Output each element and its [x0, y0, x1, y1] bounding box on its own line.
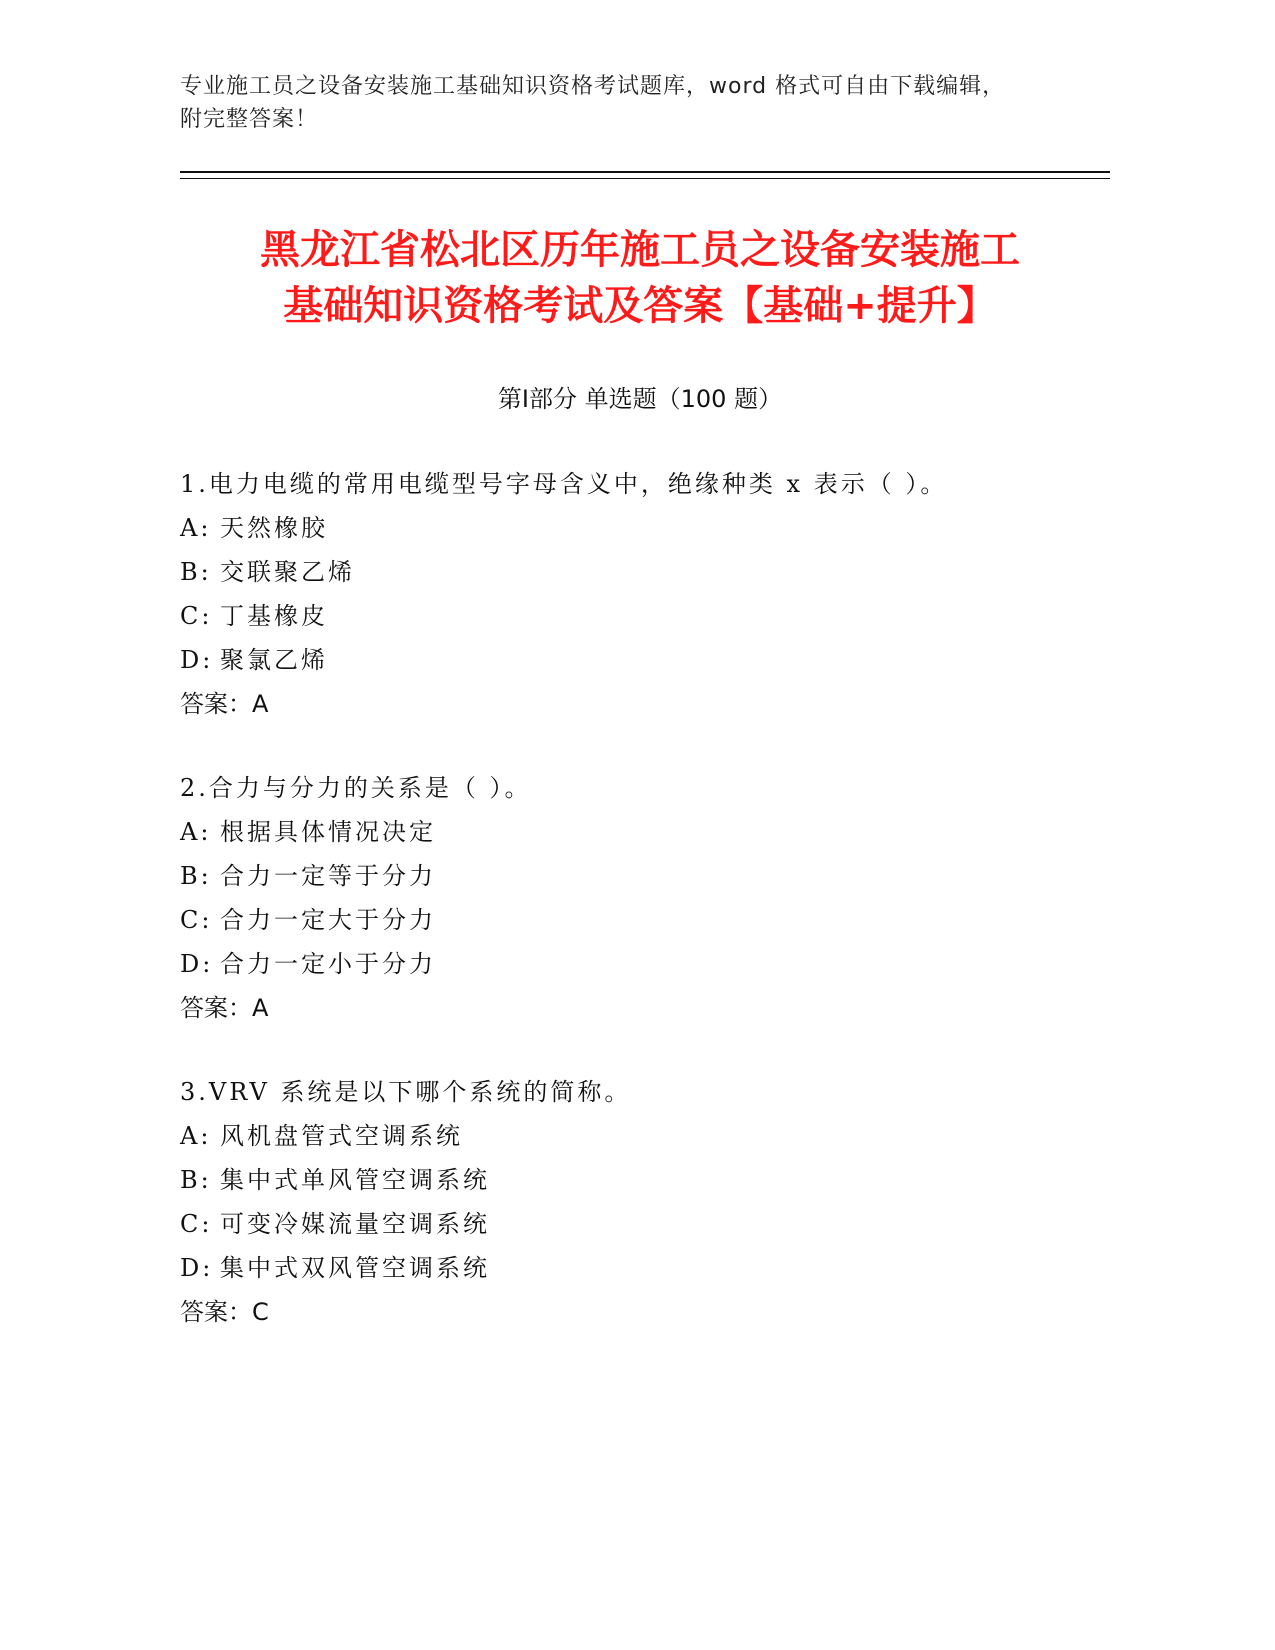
option-letter: B:	[180, 862, 212, 890]
document-title-line-1: 黑龙江省松北区历年施工员之设备安装施工	[260, 227, 1020, 273]
option-text: 集中式双风管空调系统	[220, 1254, 490, 1282]
option-b	[180, 854, 1080, 898]
option-text: 根据具体情况决定	[220, 818, 436, 846]
option-d	[180, 1246, 1080, 1290]
option-b	[180, 550, 1080, 594]
option-letter: B:	[180, 1166, 212, 1194]
option-text: 风机盘管式空调系统	[220, 1122, 463, 1150]
option-d	[180, 942, 1080, 986]
option-a	[180, 1114, 1080, 1158]
option-a	[180, 506, 1080, 550]
option-c	[180, 594, 1080, 638]
header-note	[180, 70, 1060, 136]
header-divider-thin	[180, 178, 1110, 179]
option-text: 天然橡胶	[220, 514, 328, 542]
option-text: 合力一定等于分力	[220, 862, 436, 890]
option-letter: A:	[180, 818, 212, 846]
option-b	[180, 1158, 1080, 1202]
option-text: 聚氯乙烯	[220, 646, 328, 674]
question-stem: 2.合力与分力的关系是（ ）。	[180, 774, 532, 802]
question-3	[180, 1070, 1080, 1334]
option-letter: B:	[180, 558, 212, 586]
header-divider-thick	[180, 171, 1110, 173]
option-letter: D:	[180, 646, 214, 674]
option-text: 丁基橡皮	[220, 602, 328, 630]
answer: 答案：C	[180, 1298, 269, 1326]
option-letter: C:	[180, 1210, 213, 1238]
option-c	[180, 1202, 1080, 1246]
answer: 答案：A	[180, 994, 269, 1022]
option-text: 合力一定大于分力	[220, 906, 436, 934]
answer: 答案：A	[180, 690, 269, 718]
option-a	[180, 810, 1080, 854]
option-letter: D:	[180, 1254, 214, 1282]
document-title	[160, 222, 1120, 334]
question-list	[180, 462, 1080, 1374]
question-stem: 1.电力电缆的常用电缆型号字母含义中，绝缘种类 x 表示（ ）。	[180, 470, 948, 498]
section-title: 第Ⅰ部分 单选题（100 题）	[497, 385, 783, 413]
question-2	[180, 766, 1080, 1030]
option-text: 合力一定小于分力	[220, 950, 436, 978]
question-1	[180, 462, 1080, 726]
option-text: 交联聚乙烯	[220, 558, 355, 586]
option-c	[180, 898, 1080, 942]
document-title-line-2: 基础知识资格考试及答案【基础+提升】	[283, 283, 997, 329]
option-letter: D:	[180, 950, 214, 978]
header-note-line-1: 专业施工员之设备安装施工基础知识资格考试题库，word 格式可自由下载编辑，	[180, 74, 1006, 99]
header-note-line-2: 附完整答案！	[180, 107, 319, 132]
option-text: 集中式单风管空调系统	[220, 1166, 490, 1194]
option-letter: C:	[180, 906, 213, 934]
question-stem: 3.VRV 系统是以下哪个系统的简称。	[180, 1078, 632, 1106]
option-letter: A:	[180, 1122, 212, 1150]
option-letter: A:	[180, 514, 212, 542]
option-letter: C:	[180, 602, 213, 630]
option-text: 可变冷媒流量空调系统	[220, 1210, 490, 1238]
option-d	[180, 638, 1080, 682]
